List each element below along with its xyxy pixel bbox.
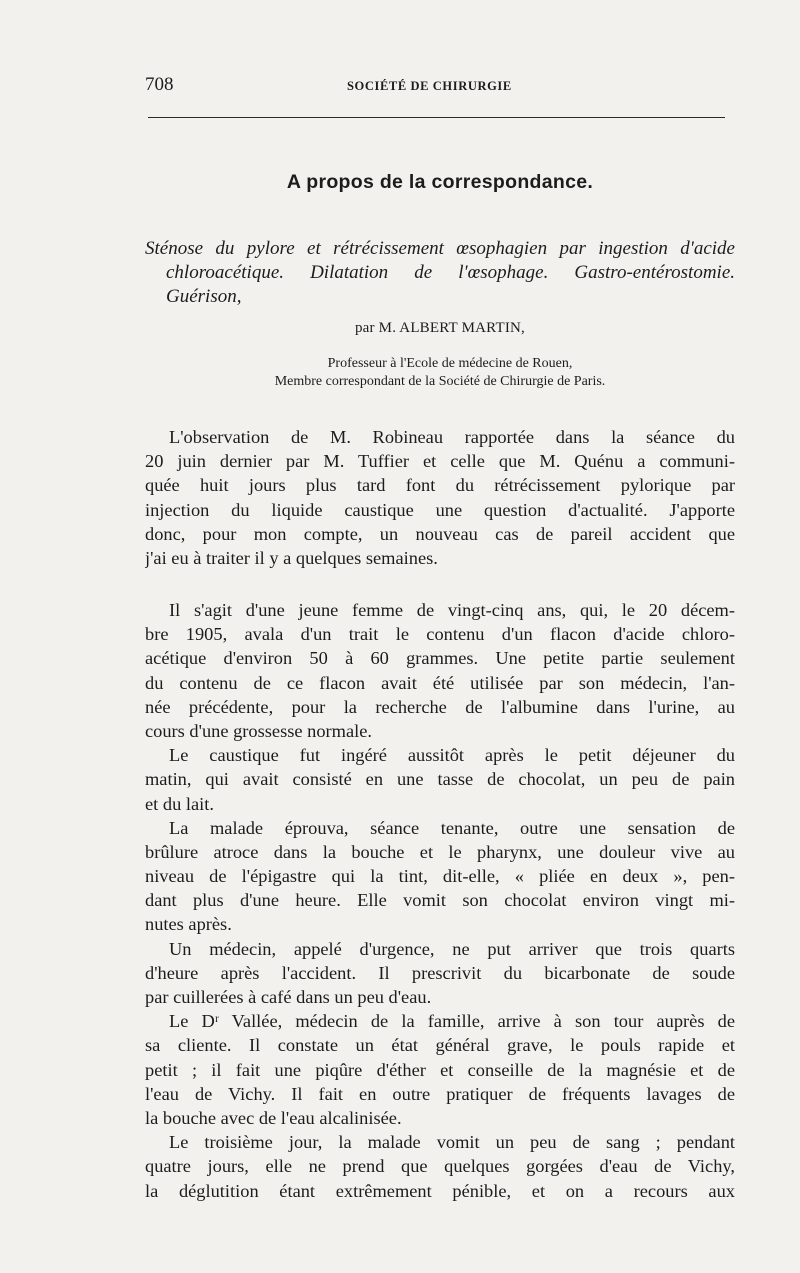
text-line: La malade éprouva, séance tenante, outre une sensation de <box>169 817 735 838</box>
header-rule <box>148 117 725 118</box>
text-line: Un médecin, appelé d'urgence, ne put arriver que trois quarts <box>169 938 735 959</box>
text-line: dant plus d'une heure. Elle vomit son chocolat environ vingt mi- <box>145 890 735 911</box>
text-line: par cuillerées à café dans un peu d'eau. <box>145 987 432 1007</box>
page-header <box>145 74 735 102</box>
text-line: petit ; il fait une piqûre d'éther et conseille de la magnésie et de <box>145 1059 735 1080</box>
article-title-line: Guérison, <box>166 286 242 307</box>
text-line: matin, qui avait consisté en une tasse de chocolat, un peu de pain <box>145 769 735 790</box>
text-line: Le Dʳ Vallée, médecin de la famille, arrive à son tour auprès de <box>169 1011 735 1032</box>
article-title-line: Sténose du pylore et rétrécissement œsophagien par ingestion d'acide <box>145 238 735 259</box>
text-line: la déglutition étant extrêmement pénible, et on a recours aux <box>145 1180 735 1201</box>
text-line: du contenu de ce flacon avait été utilisée par son médecin, l'an- <box>145 672 735 693</box>
text-line: d'heure après l'accident. Il prescrivit du bicarbonate de soude <box>145 962 735 983</box>
case-report-body <box>145 598 735 1203</box>
text-line: niveau de l'épigastre qui la tint, dit-elle, « pliée en deux », pen- <box>145 866 735 887</box>
page-number: 708 <box>145 74 174 95</box>
text-line: brûlure atroce dans la bouche et le pharynx, une douleur vive au <box>145 841 735 862</box>
text-line: 20 juin dernier par M. Tuffier et celle que M. Quénu a communi- <box>145 451 735 472</box>
text-line: bre 1905, avala d'un trait le contenu d'un flacon d'acide chloro- <box>145 624 735 645</box>
article-title-line: chloroacétique. Dilatation de l'œsophage. Gastro-entérostomie. <box>166 262 735 283</box>
text-line: donc, pour mon compte, un nouveau cas de pareil accident que <box>145 523 735 544</box>
author-byline: par M. ALBERT MARTIN, <box>354 320 526 336</box>
text-line: acétique d'environ 50 à 60 grammes. Une petite partie seulement <box>145 648 735 669</box>
text-line: quatre jours, elle ne prend que quelques gorgées d'eau de Vichy, <box>145 1156 735 1177</box>
article-title <box>145 237 735 309</box>
author-affiliation: Professeur à l'Ecole de médecine de Rouen, <box>327 356 573 371</box>
text-line: la bouche avec de l'eau alcalinisée. <box>145 1107 402 1128</box>
text-line: Le caustique fut ingéré aussitôt après le petit déjeuner du <box>169 745 735 766</box>
running-title: SOCIÉTÉ DE CHIRURGIE <box>347 79 512 93</box>
text-line: et du lait. <box>145 793 214 814</box>
text-line: quée huit jours plus tard font du rétrécissement pylorique par <box>145 475 735 496</box>
text-line: née précédente, pour la recherche de l'albumine dans l'urine, au <box>145 696 735 717</box>
text-line: j'ai eu à traiter il y a quelques semaines. <box>145 547 438 568</box>
text-line: injection du liquide caustique une question d'actualité. J'apporte <box>145 499 735 520</box>
intro-paragraph <box>145 425 735 570</box>
text-line: cours d'une grossesse normale. <box>145 720 373 741</box>
text-line: l'eau de Vichy. Il fait en outre pratiquer de fréquents lavages de <box>145 1083 735 1104</box>
text-line: nutes après. <box>145 914 232 935</box>
author-affiliation: Membre correspondant de la Société de Chirurgie de Paris. <box>274 374 606 389</box>
text-line: sa cliente. Il constate un état général grave, le pouls rapide et <box>145 1035 735 1056</box>
text-line: L'observation de M. Robineau rapportée dans la séance du <box>169 427 735 447</box>
section-title: A propos de la correspondance. <box>286 171 594 193</box>
text-line: Il s'agit d'une jeune femme de vingt-cinq ans, qui, le 20 décem- <box>169 600 735 620</box>
text-line: Le troisième jour, la malade vomit un peu de sang ; pendant <box>169 1132 735 1153</box>
